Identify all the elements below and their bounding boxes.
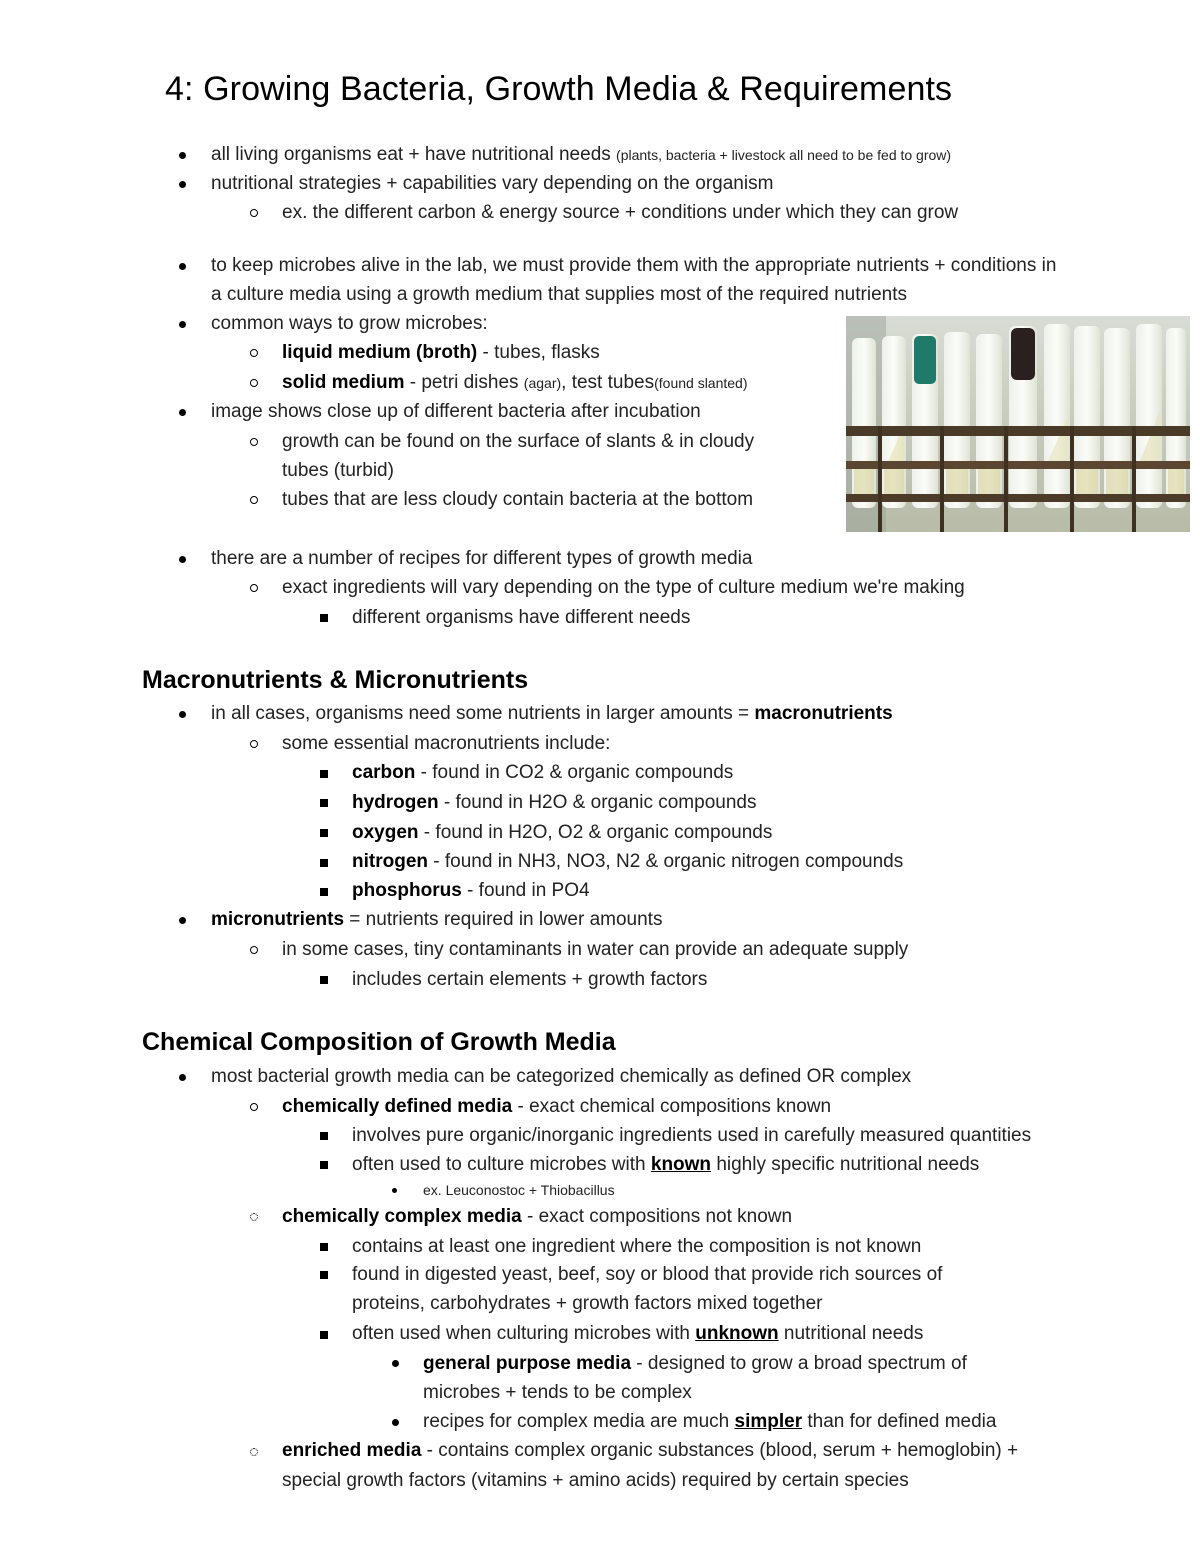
small-bullet-icon — [392, 1188, 397, 1193]
bullet-icon — [179, 181, 186, 188]
bullet-icon — [179, 917, 186, 924]
chem-defined-3: ex. Leuconostoc + Thiobacillus — [423, 1182, 615, 1198]
text: - designed to grow a broad spectrum of — [631, 1353, 967, 1374]
macro-item-hydrogen — [352, 791, 756, 815]
text: than for defined media — [802, 1411, 997, 1432]
text-bold-underlined: known — [650, 1154, 712, 1175]
text: highly specific nutritional needs — [711, 1154, 980, 1175]
text: , test tubes — [561, 372, 655, 393]
bullet-icon — [179, 1074, 186, 1081]
text-bold: chemically complex media — [282, 1206, 522, 1227]
micro-line-3: includes certain elements + growth factors — [352, 969, 708, 990]
intro-line-5: common ways to grow microbes: — [211, 313, 488, 334]
text-small: (found slanted) — [654, 375, 748, 391]
micro-line-1 — [211, 908, 662, 932]
bullet-icon — [179, 263, 186, 270]
text: often used when culturing microbes with — [352, 1323, 696, 1344]
chem-complex-2b: proteins, carbohydrates + growth factors mixed together — [352, 1293, 823, 1314]
circle-bullet-icon — [250, 209, 258, 217]
bullet-icon — [179, 409, 186, 416]
text: - tubes, flasks — [477, 342, 600, 363]
bullet-icon — [179, 711, 186, 718]
text: often used to culture microbes with — [352, 1154, 651, 1175]
chem-complex — [282, 1205, 792, 1229]
text: - found in H2O & organic compounds — [438, 792, 757, 813]
dotted-circle-bullet-icon — [250, 1448, 258, 1456]
circle-bullet-icon — [250, 379, 258, 387]
text: in all cases, organisms need some nutrients in larger amounts = — [211, 703, 755, 724]
text: - petri dishes — [404, 372, 524, 393]
intro-line-8: image shows close up of different bacteria after incubation — [211, 401, 701, 422]
text-bold: solid medium — [282, 372, 405, 393]
circle-bullet-icon — [250, 740, 258, 748]
text: - contains complex organic substances (blood, serum + hemoglobin) + — [421, 1440, 1019, 1461]
macro-line-2: some essential macronutrients include: — [282, 733, 611, 754]
square-bullet-icon — [320, 1132, 328, 1140]
intro-line-4b: a culture media using a growth medium that supplies most of the required nutrients — [211, 284, 907, 305]
text-bold: chemically defined media — [282, 1096, 513, 1117]
text-bold: carbon — [352, 762, 416, 783]
text-bold: macronutrients — [754, 703, 893, 724]
square-bullet-icon — [320, 1161, 328, 1169]
macro-line-1 — [211, 702, 893, 726]
text: nutritional needs — [778, 1323, 924, 1344]
bullet-icon — [392, 1360, 399, 1367]
text-bold: enriched media — [282, 1440, 422, 1461]
chem-complex-2a: found in digested yeast, beef, soy or blood that provide rich sources of — [352, 1264, 943, 1285]
section-heading-macronutrients: Macronutrients & Micronutrients — [142, 666, 529, 694]
chem-complex-1: contains at least one ingredient where the composition is not known — [352, 1236, 922, 1257]
text-bold-underlined: simpler — [734, 1411, 803, 1432]
text-bold: phosphorus — [352, 880, 462, 901]
bullet-icon — [179, 556, 186, 563]
chem-complex-3 — [352, 1322, 923, 1346]
micro-line-2: in some cases, tiny contaminants in water can provide an adequate supply — [282, 939, 909, 960]
circle-bullet-icon — [250, 349, 258, 357]
square-bullet-icon — [320, 859, 328, 867]
dotted-circle-bullet-icon — [250, 1213, 258, 1221]
square-bullet-icon — [320, 799, 328, 807]
circle-bullet-icon — [250, 584, 258, 592]
chem-complex-4b: microbes + tends to be complex — [423, 1382, 692, 1403]
square-bullet-icon — [320, 1243, 328, 1251]
test-tubes-photo — [846, 316, 1190, 532]
intro-line-12: exact ingredients will vary depending on the type of culture medium we're making — [282, 577, 965, 598]
circle-bullet-icon — [250, 1103, 258, 1111]
text-bold: oxygen — [352, 822, 419, 843]
text: recipes for complex media are much — [423, 1411, 735, 1432]
page-title: 4: Growing Bacteria, Growth Media & Requirements — [165, 70, 953, 108]
intro-line-2: nutritional strategies + capabilities vary depending on the organism — [211, 173, 774, 194]
chem-defined-2 — [352, 1153, 979, 1177]
bullet-icon — [179, 152, 186, 159]
text: - found in NH3, NO3, N2 & organic nitrogen compounds — [428, 851, 904, 872]
text: all living organisms eat + have nutritional needs — [211, 144, 617, 165]
chem-defined-1: involves pure organic/inorganic ingredients used in carefully measured quantities — [352, 1125, 1032, 1146]
chem-enriched-a — [282, 1439, 1018, 1463]
intro-line-10: tubes that are less cloudy contain bacteria at the bottom — [282, 489, 754, 510]
chem-line-1: most bacterial growth media can be categorized chemically as defined OR complex — [211, 1066, 912, 1087]
text-bold-underlined: unknown — [695, 1323, 779, 1344]
macro-item-phosphorus — [352, 879, 590, 903]
text-bold: general purpose media — [423, 1353, 632, 1374]
intro-line-4a: to keep microbes alive in the lab, we must provide them with the appropriate nutrients + conditions in — [211, 255, 1057, 276]
macro-item-nitrogen — [352, 850, 903, 874]
intro-line-9b: tubes (turbid) — [282, 460, 394, 481]
square-bullet-icon — [320, 888, 328, 896]
square-bullet-icon — [320, 1271, 328, 1279]
intro-line-11: there are a number of recipes for different types of growth media — [211, 548, 753, 569]
section-heading-chemical-composition: Chemical Composition of Growth Media — [142, 1028, 616, 1056]
macro-item-carbon — [352, 761, 733, 785]
text: - exact chemical compositions known — [512, 1096, 832, 1117]
text-small: (agar) — [523, 375, 562, 391]
square-bullet-icon — [320, 614, 328, 622]
intro-line-13: different organisms have different needs — [352, 607, 691, 628]
circle-bullet-icon — [250, 496, 258, 504]
text: = nutrients required in lower amounts — [344, 909, 663, 930]
text: - found in PO4 — [461, 880, 590, 901]
intro-line-6 — [282, 341, 600, 365]
chem-enriched-b: special growth factors (vitamins + amino acids) required by certain species — [282, 1470, 909, 1491]
square-bullet-icon — [320, 976, 328, 984]
text-bold: hydrogen — [352, 792, 439, 813]
chem-defined — [282, 1095, 831, 1119]
bullet-icon — [179, 321, 186, 328]
text-bold: nitrogen — [352, 851, 428, 872]
intro-line-9a: growth can be found on the surface of slants & in cloudy — [282, 431, 755, 452]
circle-bullet-icon — [250, 438, 258, 446]
square-bullet-icon — [320, 1331, 328, 1339]
circle-bullet-icon — [250, 946, 258, 954]
intro-line-3: ex. the different carbon & energy source + conditions under which they can grow — [282, 202, 959, 223]
intro-line-7 — [282, 371, 748, 395]
chem-complex-4a — [423, 1352, 967, 1376]
text: - exact compositions not known — [521, 1206, 793, 1227]
text-bold: micronutrients — [211, 909, 345, 930]
text-small: (plants, bacteria + livestock all need to be fed to grow) — [616, 147, 952, 163]
text: - found in H2O, O2 & organic compounds — [418, 822, 773, 843]
text: - found in CO2 & organic compounds — [415, 762, 734, 783]
macro-item-oxygen — [352, 821, 772, 845]
square-bullet-icon — [320, 770, 328, 778]
bullet-icon — [392, 1419, 399, 1426]
intro-line-1 — [211, 143, 951, 167]
text-bold: liquid medium (broth) — [282, 342, 478, 363]
chem-complex-5 — [423, 1410, 996, 1434]
square-bullet-icon — [320, 829, 328, 837]
